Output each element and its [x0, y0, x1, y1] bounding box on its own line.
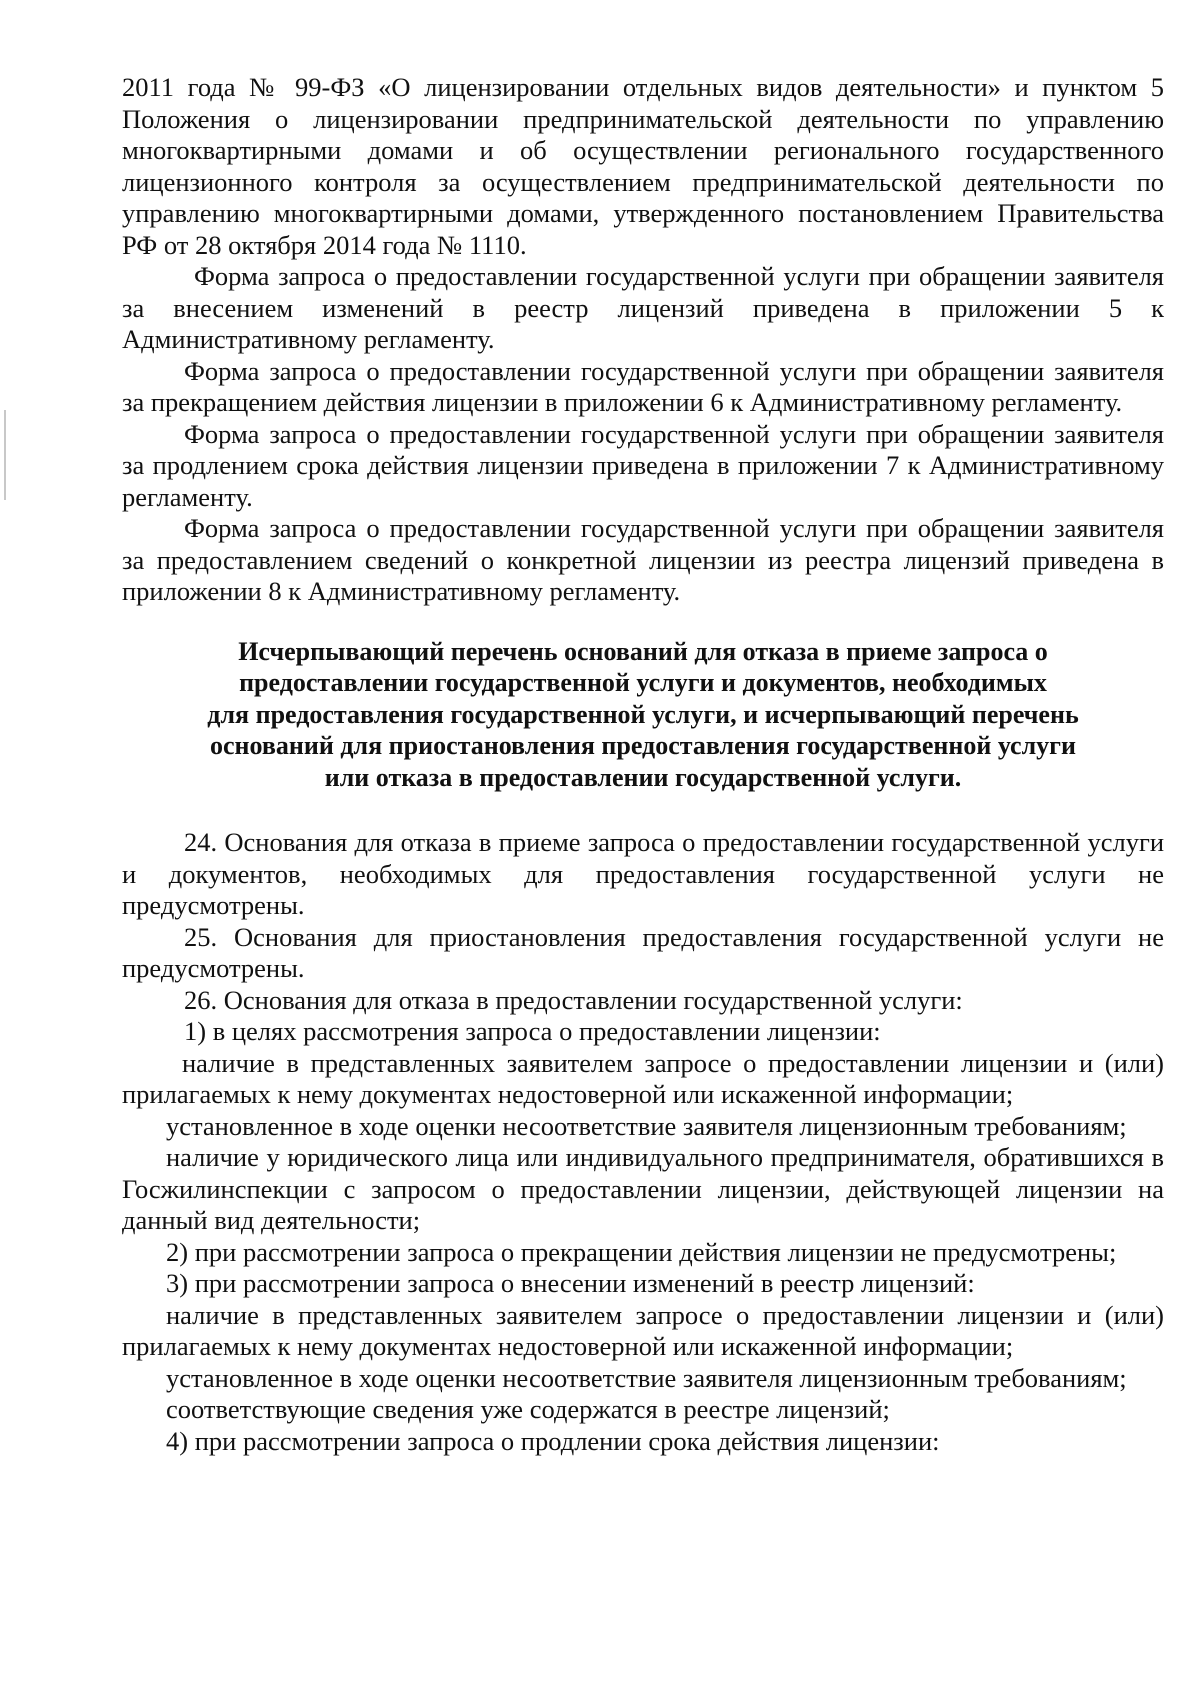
heading-line: Исчерпывающий перечень оснований для отказа в приеме запроса о — [238, 636, 1048, 666]
intro-paragraph: 2011 года № 99-ФЗ «О лицензировании отдельных видов деятельности» и пунктом 5 Положения о лицензировании предпринимательской деятельности по управлению многоквартирными домами и об осуществлении регионального государственного лицензионного контроля за осуществлением предпринимательской деятельности по управлению многоквартирными домами, утвержденного постановлением Правительства РФ от 28 октября 2014 года № 1110. — [122, 72, 1164, 260]
item-25: 25. Основания для приостановления предоставления государственной услуги не предусмотрены. — [122, 921, 1164, 983]
subitem-3: 3) при рассмотрении запроса о внесении изменений в реестр лицензий: — [166, 1268, 975, 1298]
subitem-1-reason-c: наличие у юридического лица или индивидуального предпринимателя, обратившихся в Госжилинспекции с запросом о предоставлении лицензии, действующей лицензии на данный вид деятельности; — [122, 1142, 1164, 1235]
section-heading — [122, 636, 1164, 794]
item-24: 24. Основания для отказа в приеме запроса о предоставлении государственной услуги и документов, необходимых для предоставления государственной услуги не предусмотрены. — [122, 827, 1164, 920]
heading-line: предоставлении государственной услуги и документов, необходимых — [239, 668, 1047, 697]
scan-margin-line — [4, 410, 6, 500]
form-paragraph-7: Форма запроса о предоставлении государственной услуги при обращении заявителя за продлением срока действия лицензии приведена в приложении 7 к Административному регламенту. — [122, 418, 1164, 512]
subitem-1-reason-a: наличие в представленных заявителем запросе о предоставлении лицензии и (или) прилагаемых к нему документах недостоверной или искаженной информации; — [122, 1047, 1164, 1109]
subitem-1: 1) в целях рассмотрения запроса о предоставлении лицензии: — [184, 1016, 881, 1046]
document-page — [122, 72, 1164, 1457]
subitem-3-reason-b: установленное в ходе оценки несоответствие заявителя лицензионным требованиям; — [166, 1362, 1127, 1393]
form-paragraph-8: Форма запроса о предоставлении государственной услуги при обращении заявителя за предоставлением сведений о конкретной лицензии из реестра лицензий приведена в приложении 8 к Административному регламенту. — [122, 513, 1164, 606]
subitem-3-reason-a: наличие в представленных заявителем запросе о предоставлении лицензии и (или) прилагаемых к нему документах недостоверной или искаженной информации; — [122, 1299, 1164, 1361]
subitem-2: 2) при рассмотрении запроса о прекращении действия лицензии не предусмотрены; — [166, 1236, 1117, 1267]
subitem-1-reason-b: установленное в ходе оценки несоответствие заявителя лицензионным требованиям; — [166, 1110, 1127, 1141]
form-paragraph-5: Форма запроса о предоставлении государственной услуги при обращении заявителя за внесением изменений в реестр лицензий приведена в приложении 5 к Административному регламенту. — [122, 261, 1164, 354]
heading-line: для предоставления государственной услуги, и исчерпывающий перечень — [207, 699, 1079, 729]
heading-line: оснований для приостановления предоставления государственной услуги — [210, 731, 1076, 760]
form-paragraph-6: Форма запроса о предоставлении государственной услуги при обращении заявителя за прекращением действия лицензии в приложении 6 к Административному регламенту. — [122, 355, 1164, 417]
subitem-4: 4) при рассмотрении запроса о продлении срока действия лицензии: — [166, 1425, 940, 1456]
heading-line: или отказа в предоставлении государственной услуги. — [324, 762, 962, 792]
item-26: 26. Основания для отказа в предоставлении государственной услуги: — [184, 984, 963, 1015]
subitem-3-reason-c: соответствующие сведения уже содержатся в реестре лицензий; — [166, 1394, 890, 1424]
